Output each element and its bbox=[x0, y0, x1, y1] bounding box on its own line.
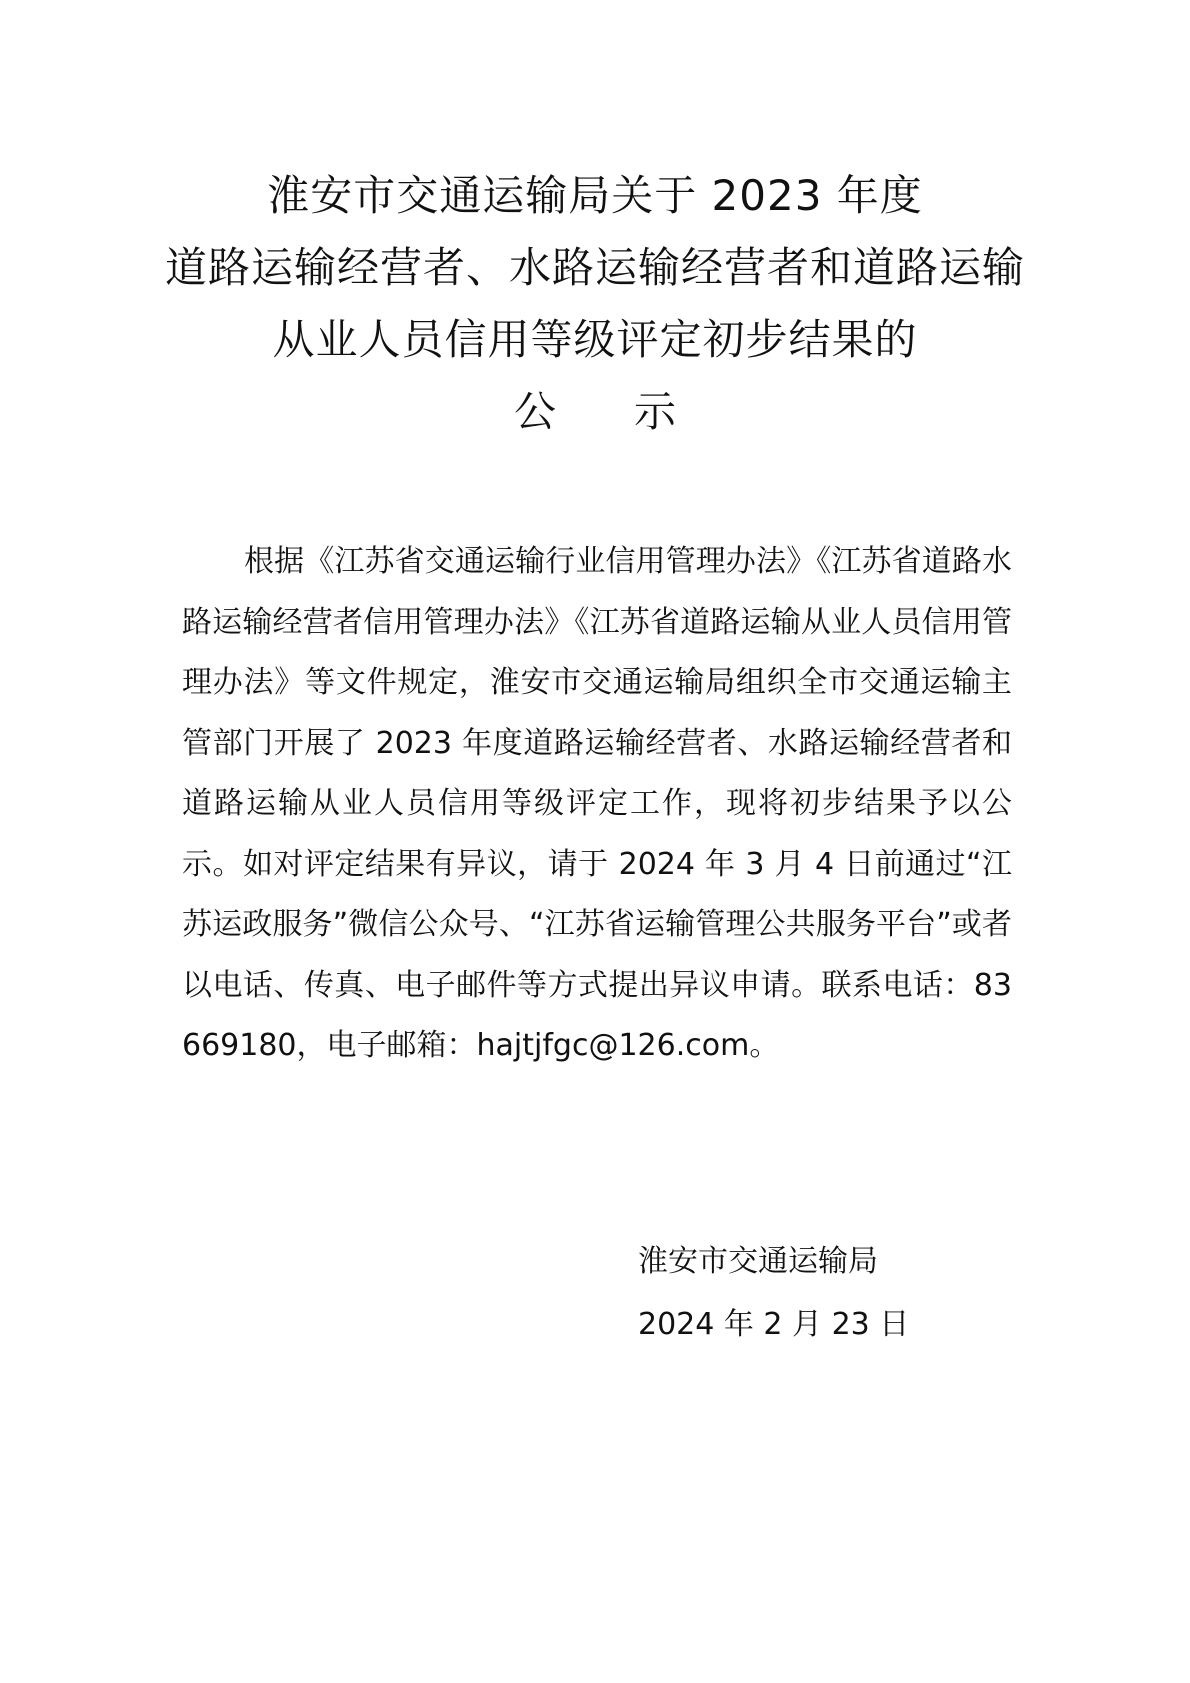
body-paragraph: 根据《江苏省交通运输行业信用管理办法》《江苏省道路水路运输经营者信用管理办法》《江苏省道路运输从业人员信用管理办法》等文件规定，淮安市交通运输局组织全市交通运输主管部门开展了 2023 年度道路运输经营者、水路运输经营者和道路运输从业人员信用等级评定工作，现将初步结果予以公示。如对评定结果有异议，请于 2024 年 3 月 4 日前通过“江苏运政服务”微信公众号、“江苏省运输管理公共服务平台”或者以电话、传真、电子邮件等方式提出异议申请。联系电话：83669180，电子邮箱：hajtjfgc@126.com。 bbox=[182, 544, 1012, 1063]
signature-date: 2024 年 2 月 23 日 bbox=[638, 1307, 910, 1342]
signature-organization: 淮安市交通运输局 bbox=[638, 1244, 878, 1279]
title-line-2: 道路运输经营者、水路运输经营者和道路运输 bbox=[164, 243, 1025, 292]
title-line-1: 淮安市交通运输局关于 2023 年度 bbox=[267, 171, 923, 220]
title-line-3: 从业人员信用等级评定初步结果的 bbox=[272, 315, 918, 364]
title-gongshi bbox=[0, 376, 1190, 448]
title-gongshi-char-2: 示 bbox=[634, 387, 677, 436]
document-title bbox=[0, 160, 1190, 448]
signature-block bbox=[638, 1230, 909, 1356]
title-gongshi-char-1: 公 bbox=[513, 387, 556, 436]
